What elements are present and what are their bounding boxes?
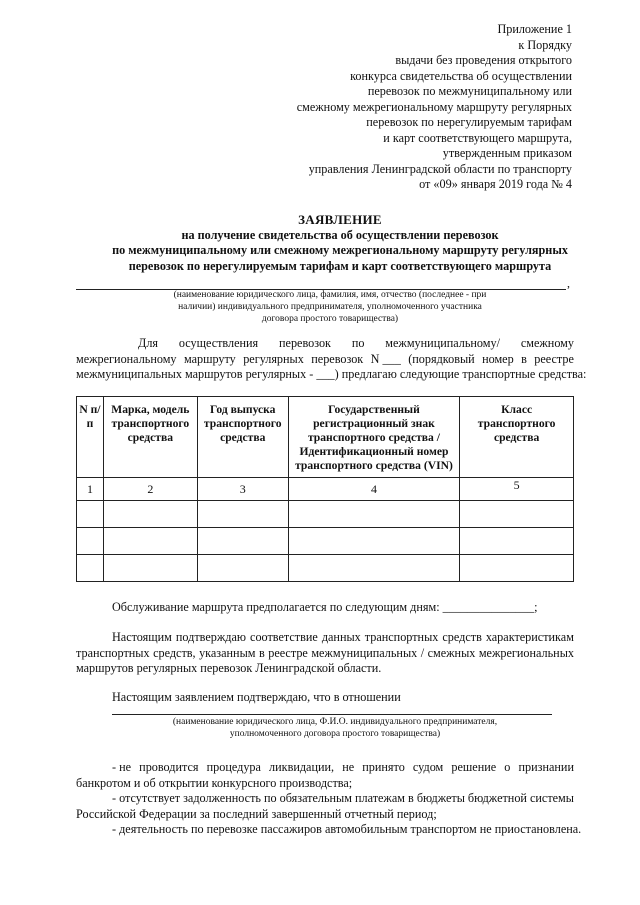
word: подтверждаю bbox=[175, 630, 247, 644]
subject-caption bbox=[120, 716, 550, 740]
table-row bbox=[77, 528, 574, 555]
bullet-no-liquidation bbox=[76, 760, 574, 791]
title-line: по межмуниципальному или смежному межрегиональному маршруту регулярных bbox=[112, 243, 568, 257]
word: реестре bbox=[268, 645, 308, 660]
word: межрегиональных bbox=[478, 645, 574, 660]
word: бюджеты bbox=[416, 791, 465, 805]
appendix-line: к Порядку bbox=[518, 37, 572, 52]
word: признании bbox=[518, 760, 574, 774]
word: в bbox=[408, 791, 414, 805]
word: бюджетной bbox=[467, 791, 527, 805]
appendix-line: утвержденным приказом bbox=[442, 146, 572, 160]
word: межрегиональному bbox=[76, 351, 177, 366]
word: решение bbox=[451, 760, 497, 774]
table-cell[interactable] bbox=[197, 555, 288, 582]
appendix-line: и карт соответствующего маршрута, bbox=[383, 130, 572, 145]
vehicles-table bbox=[76, 396, 574, 582]
confirm-line-1 bbox=[76, 630, 574, 646]
table-cell[interactable] bbox=[103, 501, 197, 528]
word: системы bbox=[529, 791, 574, 805]
route-number-field[interactable]: N ___ bbox=[370, 351, 401, 366]
word: средств, bbox=[153, 645, 196, 660]
word: осуществления bbox=[178, 336, 259, 350]
word: межмуниципальному/ bbox=[385, 336, 500, 350]
word: - не bbox=[112, 760, 132, 774]
word: принято bbox=[362, 760, 405, 774]
table-cell[interactable] bbox=[460, 501, 574, 528]
word: судом bbox=[412, 760, 444, 774]
table-cell[interactable] bbox=[288, 528, 460, 555]
table-cell: 4 bbox=[288, 478, 460, 501]
appendix-line: от «09» января 2019 года № 4 bbox=[419, 177, 572, 191]
word: перевозок bbox=[311, 351, 364, 366]
appendix-line: выдачи без проведения открытого bbox=[395, 53, 572, 67]
intro-line-3: межмуниципальных маршрутов регулярных - ___) предлагаю следующие транспортные средства: bbox=[76, 367, 587, 381]
title-line: на получение свидетельства об осуществлении перевозок bbox=[181, 227, 499, 242]
word: смежных bbox=[427, 645, 476, 660]
confirm-line-2 bbox=[76, 646, 574, 662]
word: номер bbox=[482, 351, 514, 366]
word: Настоящим bbox=[112, 630, 172, 644]
caption-line: (наименование юридического лица, фамилия, имя, отчество (последнее - при bbox=[173, 290, 487, 300]
word: транспортных bbox=[76, 645, 150, 660]
subject-name-field[interactable] bbox=[112, 704, 552, 715]
word: / bbox=[420, 645, 425, 660]
word: межмуниципальных bbox=[311, 645, 418, 660]
word: не bbox=[342, 760, 355, 774]
intro-line-2 bbox=[76, 352, 574, 368]
intro-line-1 bbox=[76, 336, 574, 352]
col-header-year: Год выпуска транспортного средства bbox=[197, 397, 288, 478]
bullet-line bbox=[76, 791, 574, 807]
word: указанным bbox=[199, 645, 256, 660]
col-header-reg-number: Государственный регистрационный знак транспортного средства /Идентификационный номер транспортного средства (VIN) bbox=[288, 397, 460, 478]
title-main: ЗАЯВЛЕНИЕ bbox=[298, 212, 382, 227]
bullet-line: Российской Федерации за последний завершенный отчетный период; bbox=[76, 806, 437, 821]
word: в bbox=[258, 645, 265, 660]
appendix-line: перевозок по межмуниципальному или bbox=[367, 84, 572, 98]
appendix-line: смежному межрегиональному маршруту регулярных bbox=[296, 99, 572, 114]
word: транспортных bbox=[364, 630, 439, 644]
word: - отсутствует bbox=[112, 791, 181, 805]
word: платежам bbox=[355, 791, 405, 805]
table-cell[interactable] bbox=[77, 555, 104, 582]
word: перевозок bbox=[279, 336, 331, 350]
word: о bbox=[504, 760, 511, 774]
table-cell[interactable] bbox=[77, 528, 104, 555]
col-header-class: Класс транспортного средства bbox=[460, 397, 574, 478]
table-cell[interactable] bbox=[460, 555, 574, 582]
statement-line: Настоящим заявлением подтверждаю, что в отношении bbox=[112, 690, 401, 704]
word: Для bbox=[138, 336, 159, 350]
word: средств bbox=[442, 630, 482, 644]
table-header-row bbox=[77, 397, 574, 478]
bullet-no-debt bbox=[76, 791, 574, 822]
table-cell: 1 bbox=[77, 478, 104, 501]
word: реестре bbox=[534, 351, 574, 366]
intro-paragraph bbox=[76, 336, 587, 383]
word: в bbox=[521, 351, 527, 366]
table-cell[interactable] bbox=[197, 528, 288, 555]
word: (порядковый bbox=[408, 351, 475, 366]
document-title bbox=[60, 212, 620, 274]
word: ликвидации, bbox=[269, 760, 335, 774]
bullet-line bbox=[76, 760, 574, 776]
bullet-not-suspended: - деятельность по перевозке пассажиров автомобильным транспортом не приостановлена. bbox=[112, 822, 582, 836]
word: задолженность bbox=[183, 791, 261, 805]
word: по bbox=[264, 791, 277, 805]
word: характеристикам bbox=[485, 630, 574, 644]
appendix-header bbox=[297, 22, 572, 193]
caption-line: уполномоченного договора простого товарищества) bbox=[229, 729, 441, 739]
word: данных bbox=[321, 630, 361, 644]
word: проводится bbox=[139, 760, 199, 774]
bullet-line: банкротом и об открытии конкурсного производства; bbox=[76, 775, 353, 790]
word: процедура bbox=[206, 760, 261, 774]
table-numbering-row bbox=[77, 478, 574, 501]
table-cell[interactable] bbox=[460, 528, 574, 555]
appendix-line: управления Ленинградской области по транспорту bbox=[308, 161, 572, 176]
table-cell[interactable] bbox=[288, 501, 460, 528]
appendix-line: конкурса свидетельства об осуществлении bbox=[350, 68, 572, 83]
table-cell[interactable] bbox=[103, 528, 197, 555]
word: по bbox=[351, 336, 365, 350]
appendix-line: Приложение 1 bbox=[497, 22, 572, 36]
word: смежному bbox=[520, 336, 574, 350]
appendix-line: перевозок по нерегулируемым тарифам bbox=[366, 115, 572, 129]
table-cell[interactable] bbox=[103, 555, 197, 582]
caption-line: (наименование юридического лица, Ф.И.О. индивидуального предпринимателя, bbox=[172, 717, 498, 727]
confirm-paragraph bbox=[76, 630, 574, 677]
caption-line: наличии) индивидуального предпринимателя, уполномоченного участника bbox=[178, 302, 482, 312]
col-header-number: N п/п bbox=[77, 397, 104, 478]
word: регулярных bbox=[243, 351, 304, 366]
caption-line: договора простого товарищества) bbox=[261, 314, 399, 324]
applicant-caption bbox=[130, 289, 530, 325]
table-row bbox=[77, 555, 574, 582]
table-cell: 2 bbox=[103, 478, 197, 501]
title-line: перевозок по нерегулируемым тарифам и карт соответствующего маршрута bbox=[128, 258, 552, 273]
word: соответствие bbox=[250, 630, 318, 644]
word: маршруту bbox=[183, 351, 236, 366]
table-cell: 5 bbox=[460, 478, 574, 501]
confirm-line-3: маршрутов регулярных перевозок Ленинградской области. bbox=[76, 661, 382, 675]
table-row bbox=[77, 501, 574, 528]
word: обязательным bbox=[279, 791, 352, 805]
table-cell[interactable] bbox=[77, 501, 104, 528]
service-days-line: Обслуживание маршрута предполагается по следующим дням: _______________; bbox=[112, 600, 538, 614]
applicant-trailing-comma: , bbox=[567, 276, 570, 290]
table-cell[interactable] bbox=[288, 555, 460, 582]
col-header-brand-model: Марка, модель транспортного средства bbox=[103, 397, 197, 478]
table-cell[interactable] bbox=[197, 501, 288, 528]
table-cell: 3 bbox=[197, 478, 288, 501]
